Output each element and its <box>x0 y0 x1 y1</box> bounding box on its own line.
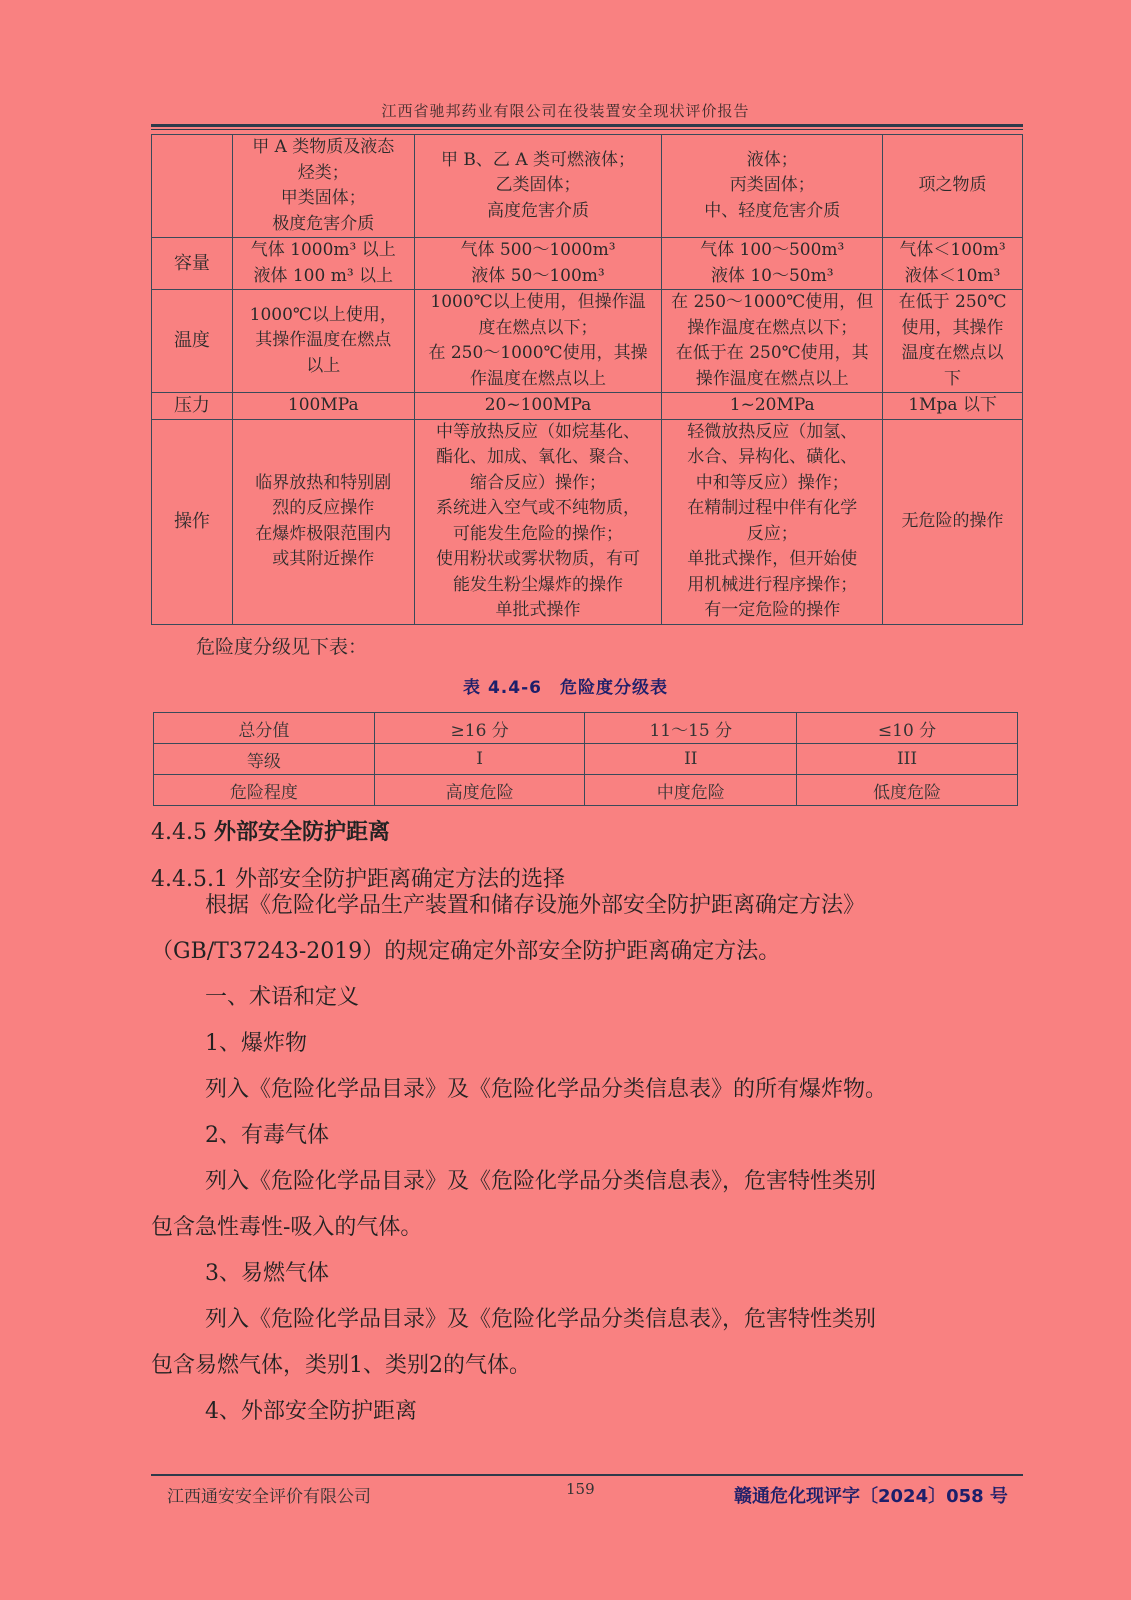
cell-line: 液体 10～50m³ <box>710 265 834 286</box>
table-cell: II <box>585 744 797 775</box>
table-cell <box>662 393 883 420</box>
table-cell <box>883 290 1023 393</box>
cell-line: 可能发生危险的操作； <box>453 523 624 544</box>
cell-line: 作温度在燃点以上 <box>470 368 607 389</box>
cell-line: 单批式操作 <box>495 600 581 620</box>
cell-line: 20~100MPa <box>484 395 592 415</box>
cell-line: 1000℃以上使用， <box>249 304 397 325</box>
table-cell <box>414 419 662 624</box>
table-cell <box>414 290 662 393</box>
table-cell: ≤10 分 <box>797 713 1018 744</box>
table-cell: 总分值 <box>154 713 375 744</box>
cell-line: 乙类固体； <box>495 175 581 196</box>
footer-company: 江西通安安全评价有限公司 <box>167 1487 371 1507</box>
cell-line: 液体； <box>746 149 798 170</box>
cell-line: 系统进入空气或不纯物质， <box>436 498 641 518</box>
cell-line: 温度在燃点以 <box>901 343 1004 363</box>
cell-line: 操作温度在燃点以上 <box>695 368 849 389</box>
table-cell: 11～15 分 <box>585 713 797 744</box>
table-cell <box>414 135 662 238</box>
cell-line: 气体 1000m³ 以上 <box>250 240 396 260</box>
table-cell <box>883 393 1023 420</box>
cell-line: 使用，其操作 <box>901 317 1004 338</box>
table-cell <box>232 135 414 238</box>
table-cell: III <box>797 744 1018 775</box>
header-rule-thin <box>151 129 1023 130</box>
cell-line: 高度危害介质 <box>487 200 590 221</box>
hazard-grade-table <box>153 712 1018 806</box>
footer-document-number: 赣通危化现评字〔2024〕058 号 <box>734 1486 1008 1507</box>
cell-line: 下 <box>944 368 962 389</box>
cell-line: 水合、异构化、磺化、 <box>687 447 858 467</box>
table-cell <box>232 290 414 393</box>
cell-line: 1Mpa 以下 <box>908 395 997 415</box>
cell-line: 临界放热和特别剧 <box>255 472 392 493</box>
cell-line: 酯化、加成、氧化、聚合、 <box>436 447 641 467</box>
term-heading: 1、爆炸物 <box>205 1031 307 1056</box>
cell-line: 无危险的操作 <box>901 510 1004 531</box>
cell-line: 中和等反应）操作； <box>695 472 849 493</box>
page-number: 159 <box>566 1480 595 1498</box>
subsection-heading: 4.4.5.1 外部安全防护距离确定方法的选择 <box>151 867 565 892</box>
table-cell <box>232 419 414 624</box>
cell-line: 在低于在 250℃使用，其 <box>675 343 869 363</box>
section-number: 4.4.5 <box>151 820 207 845</box>
table-cell <box>883 419 1023 624</box>
cell-line: 烈的反应操作 <box>272 498 375 518</box>
paragraph-line: 列入《危险化学品目录》及《危险化学品分类信息表》，危害特性类别 <box>205 1307 877 1332</box>
cell-line: 气体＜100m³ <box>899 240 1006 260</box>
cell-line: 气体 500～1000m³ <box>460 240 616 260</box>
body-text <box>151 883 1023 1435</box>
paragraph-line: 包含急性毒性-吸入的气体。 <box>151 1215 423 1240</box>
cell-line: 液体 100 m³ 以上 <box>253 265 394 286</box>
table-cell <box>662 419 883 624</box>
table-row <box>154 713 1018 744</box>
paragraph-line: 包含易燃气体，类别1、类别2的气体。 <box>151 1353 531 1378</box>
cell-line: 用机械进行程序操作； <box>687 574 858 595</box>
table-row <box>152 393 1023 420</box>
cell-line: 极度危害介质 <box>272 213 375 234</box>
cell-line: 在 250～1000℃使用，但 <box>671 292 874 312</box>
cell-line: 以上 <box>306 355 341 376</box>
table-cell: 高度危险 <box>374 775 585 806</box>
row-label: 温度 <box>152 290 233 393</box>
cell-line: 其操作温度在燃点 <box>255 330 392 351</box>
cell-line: 1~20MPa <box>729 395 815 415</box>
table-row <box>152 135 1023 238</box>
table-row <box>152 238 1023 290</box>
term-heading: 2、有毒气体 <box>205 1123 329 1148</box>
cell-line: 烃类； <box>297 162 349 183</box>
cell-line: 反应； <box>746 523 798 544</box>
table-cell: 危险程度 <box>154 775 375 806</box>
table-cell <box>662 290 883 393</box>
cell-line: 气体 100～500m³ <box>700 240 845 260</box>
cell-line: 在 250～1000℃使用，其操 <box>428 343 648 363</box>
table-row <box>152 419 1023 624</box>
section-heading <box>151 815 390 846</box>
table-row <box>152 290 1023 393</box>
cell-line: 单批式操作，但开始使 <box>687 549 858 569</box>
cell-line: 在爆炸极限范围内 <box>255 523 392 544</box>
header-rule <box>151 124 1023 127</box>
table-cell <box>232 238 414 290</box>
table-cell <box>414 238 662 290</box>
table-cell: I <box>374 744 585 775</box>
footer-rule <box>151 1474 1023 1476</box>
cell-line: 甲 A 类物质及液态 <box>252 137 395 157</box>
cell-line: 或其附近操作 <box>272 549 375 569</box>
cell-line: 度在燃点以下； <box>478 317 598 338</box>
paragraph-line: 列入《危险化学品目录》及《危险化学品分类信息表》的所有爆炸物。 <box>205 1077 888 1102</box>
table-cell <box>883 238 1023 290</box>
cell-line: 缩合反应）操作； <box>470 472 607 493</box>
term-heading: 3、易燃气体 <box>205 1261 329 1286</box>
row-label: 压力 <box>152 393 233 420</box>
cell-line: 能发生粉尘爆炸的操作 <box>453 574 624 595</box>
cell-line: 中、轻度危害介质 <box>704 200 841 221</box>
paragraph-line: （GB/T37243-2019）的规定确定外部安全防护距离确定方法。 <box>151 939 781 964</box>
table-cell <box>232 393 414 420</box>
cell-line: 液体 50～100m³ <box>471 265 605 286</box>
cell-line: 甲类固体； <box>280 188 366 208</box>
cell-line: 液体＜10m³ <box>904 265 1001 286</box>
section-title: 外部安全防护距离 <box>213 820 390 845</box>
table-cell: 低度危险 <box>797 775 1018 806</box>
row-label: 容量 <box>152 238 233 290</box>
term-heading: 4、外部安全防护距离 <box>205 1399 417 1424</box>
table-cell: 等级 <box>154 744 375 775</box>
table-cell: ≥16 分 <box>374 713 585 744</box>
cell-line: 在精制过程中伴有化学 <box>687 498 858 518</box>
table-caption: 表 4.4-6 危险度分级表 <box>463 678 668 698</box>
table-row <box>154 744 1018 775</box>
cell-line: 在低于 250℃ <box>898 292 1007 312</box>
table-row <box>154 775 1018 806</box>
row-label <box>152 135 233 238</box>
cell-line: 100MPa <box>287 395 359 415</box>
cell-line: 操作温度在燃点以下； <box>687 317 858 338</box>
page-header-title: 江西省驰邦药业有限公司在役装置安全现状评价报告 <box>381 102 750 120</box>
cell-line: 丙类固体； <box>729 175 815 196</box>
hazard-criteria-table <box>151 134 1023 625</box>
paragraph-line: 根据《危险化学品生产装置和储存设施外部安全防护距离确定方法》 <box>205 893 866 918</box>
table-intro-text: 危险度分级见下表： <box>196 636 368 658</box>
cell-line: 1000℃以上使用，但操作温 <box>430 292 646 312</box>
table-cell <box>883 135 1023 238</box>
cell-line: 项之物质 <box>918 175 987 196</box>
table-cell <box>662 238 883 290</box>
cell-line: 有一定危险的操作 <box>704 600 841 620</box>
definitions-heading: 一、术语和定义 <box>205 985 360 1010</box>
cell-line: 轻微放热反应（加氢、 <box>687 421 858 442</box>
cell-line: 中等放热反应（如烷基化、 <box>436 421 641 442</box>
table-cell <box>662 135 883 238</box>
row-label: 操作 <box>152 419 233 624</box>
paragraph-line: 列入《危险化学品目录》及《危险化学品分类信息表》，危害特性类别 <box>205 1169 877 1194</box>
cell-line: 使用粉状或雾状物质，有可 <box>436 549 641 569</box>
table-cell: 中度危险 <box>585 775 797 806</box>
table-cell <box>414 393 662 420</box>
cell-line: 甲 B、乙 A 类可燃液体； <box>441 149 635 170</box>
